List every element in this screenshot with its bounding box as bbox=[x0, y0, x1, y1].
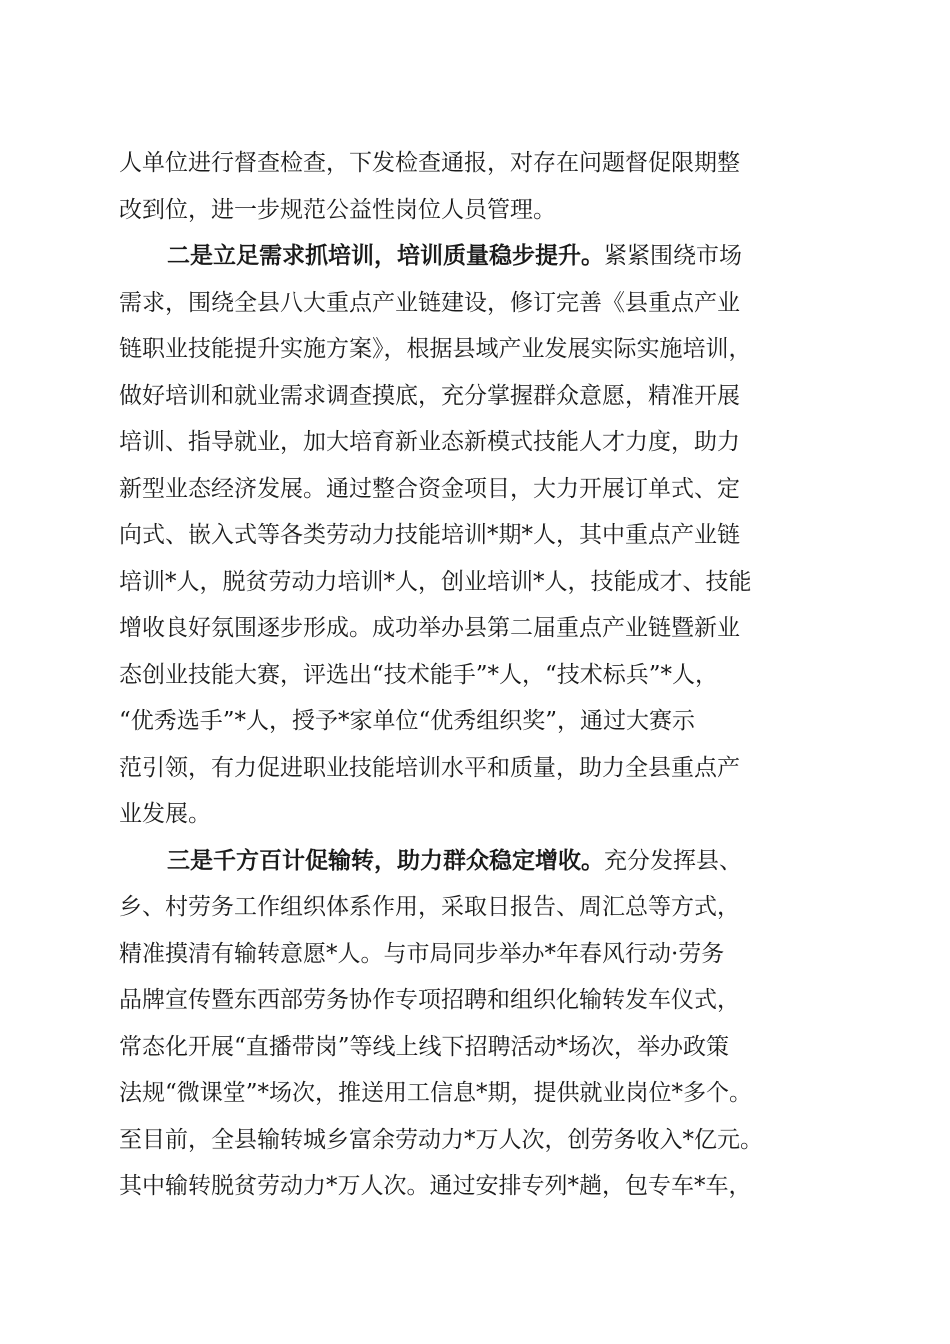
text-line: 向式、嵌入式等各类劳动力技能培训*期*人，其中重点产业链 bbox=[119, 522, 740, 548]
document-body bbox=[119, 140, 833, 1210]
text-line: 做好培训和就业需求调查摸底，充分掌握群众意愿，精准开展 bbox=[119, 382, 740, 409]
text-line: 乡、村劳务工作组织体系作用，采取日报告、周汇总等方式， bbox=[119, 894, 740, 920]
text-line: 人单位进行督查检查，下发检查通报，对存在问题督促限期整 bbox=[119, 150, 740, 176]
text-line: 新型业态经济发展。通过整合资金项目，大力开展订单式、定 bbox=[119, 475, 740, 502]
text-line: 品牌宣传暨东西部劳务协作专项招聘和组织化输转发车仪式， bbox=[119, 987, 740, 1013]
paragraph-2-first-line-rest: 紧紧围绕市场 bbox=[604, 243, 742, 269]
text-line: 态创业技能大赛，评选出“技术能手”*人，“技术标兵”*人， bbox=[119, 661, 719, 688]
text-line: 至目前，全县输转城乡富余劳动力*万人次，创劳务收入*亿元。 bbox=[119, 1126, 763, 1153]
text-line: 常态化开展“直播带岗”等线上线下招聘活动*场次，举办政策 bbox=[119, 1033, 730, 1060]
text-line: 业发展。 bbox=[119, 801, 211, 827]
text-line: 其中输转脱贫劳动力*万人次。通过安排专列*趟，包专车*车， bbox=[119, 1173, 752, 1199]
text-line: 培训、指导就业，加大培育新业态新模式技能人才力度，助力 bbox=[119, 429, 740, 455]
paragraph-2-first-line bbox=[119, 233, 833, 280]
text-line: 改到位，进一步规范公益性岗位人员管理。 bbox=[119, 196, 556, 223]
paragraph-3-first-line-rest: 充分发挥县、 bbox=[604, 847, 742, 874]
text-line: 精准摸清有输转意愿*人。与市局同步举办*年春风行动·劳务 bbox=[119, 940, 725, 967]
text-line: 法规“微课堂”*场次，推送用工信息*期，提供就业岗位*多个。 bbox=[119, 1080, 753, 1106]
paragraph-3-first-line bbox=[119, 838, 833, 885]
text-line: “优秀选手”*人，授予*家单位“优秀组织奖”，通过大赛示 bbox=[119, 708, 696, 734]
text-line: 培训*人，脱贫劳动力培训*人，创业培训*人，技能成才、技能 bbox=[119, 568, 752, 595]
text-line: 增收良好氛围逐步形成。成功举办县第二届重点产业链暨新业 bbox=[119, 615, 740, 641]
text-line: 需求，围绕全县八大重点产业链建设，修订完善《县重点产业 bbox=[119, 289, 740, 316]
paragraph-3-heading: 三是千方百计促输转，助力群众稳定增收。 bbox=[167, 846, 604, 874]
text-line: 范引领，有力促进职业技能培训水平和质量，助力全县重点产 bbox=[119, 754, 740, 781]
paragraph-2-heading: 二是立足需求抓培训，培训质量稳步提升。 bbox=[167, 242, 604, 269]
text-line: 链职业技能提升实施方案》，根据县域产业发展实际实施培训， bbox=[119, 336, 752, 362]
